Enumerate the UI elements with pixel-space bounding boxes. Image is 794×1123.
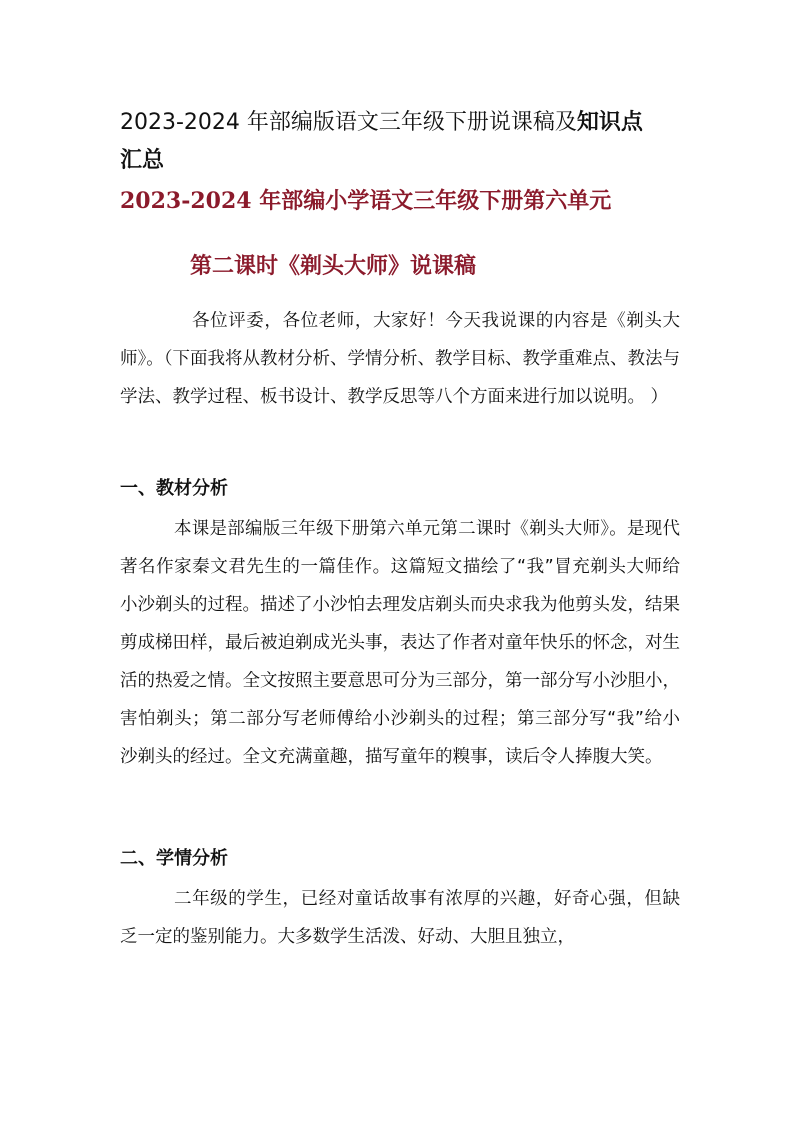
unit-subtitle: 2023-2024 年部编小学语文三年级下册第六单元 [120,188,612,214]
section1-paragraph: 本课是部编版三年级下册第六单元第二课时《剃头大师》。是现代著名作家秦文君先生的一篇佳作。这篇短文描绘了“我”冒充剃头大师给小沙剃头的过程。描述了小沙怕去理发店剃头而央求我为他剪头发，结果剪成梯田样，最后被迫剃成光头事，表达了作者对童年快乐的怀念，对生活的热爱之情。全文按照主要意思可分为三部分，第一部分写小沙胆小，害怕剃头；第二部分写老师傅给小沙剃头的过程；第三部分写“我”给小沙剃头的经过。全文充满童趣，描写童年的糗事，读后令人捧腹大笑。 [120,519,680,767]
document-title-part1: 2023-2024 年部编版语文三年级下册说课稿及 [120,110,577,135]
document-title [120,104,690,180]
section2-paragraph: 二年级的学生，已经对童话故事有浓厚的兴趣，好奇心强，但缺乏一定的鉴别能力。大多数学生活泼、好动、大胆且独立， [120,889,680,947]
intro-paragraph: 各位评委，各位老师，大家好！今天我说课的内容是《剃头大师》。（下面我将从教材分析、学情分析、教学目标、教学重难点、教法与学法、教学过程、板书设计、教学反思等八个方面来进行加以说明。 ） [120,311,680,407]
document-title-line2: 汇总 [120,148,165,173]
section2-heading: 二、学情分析 [120,848,228,869]
section1-heading: 一、教材分析 [120,478,228,499]
document-title-part2: 知识点 [576,110,643,135]
lesson-title: 第二课时《剃头大师》说课稿 [190,254,477,279]
